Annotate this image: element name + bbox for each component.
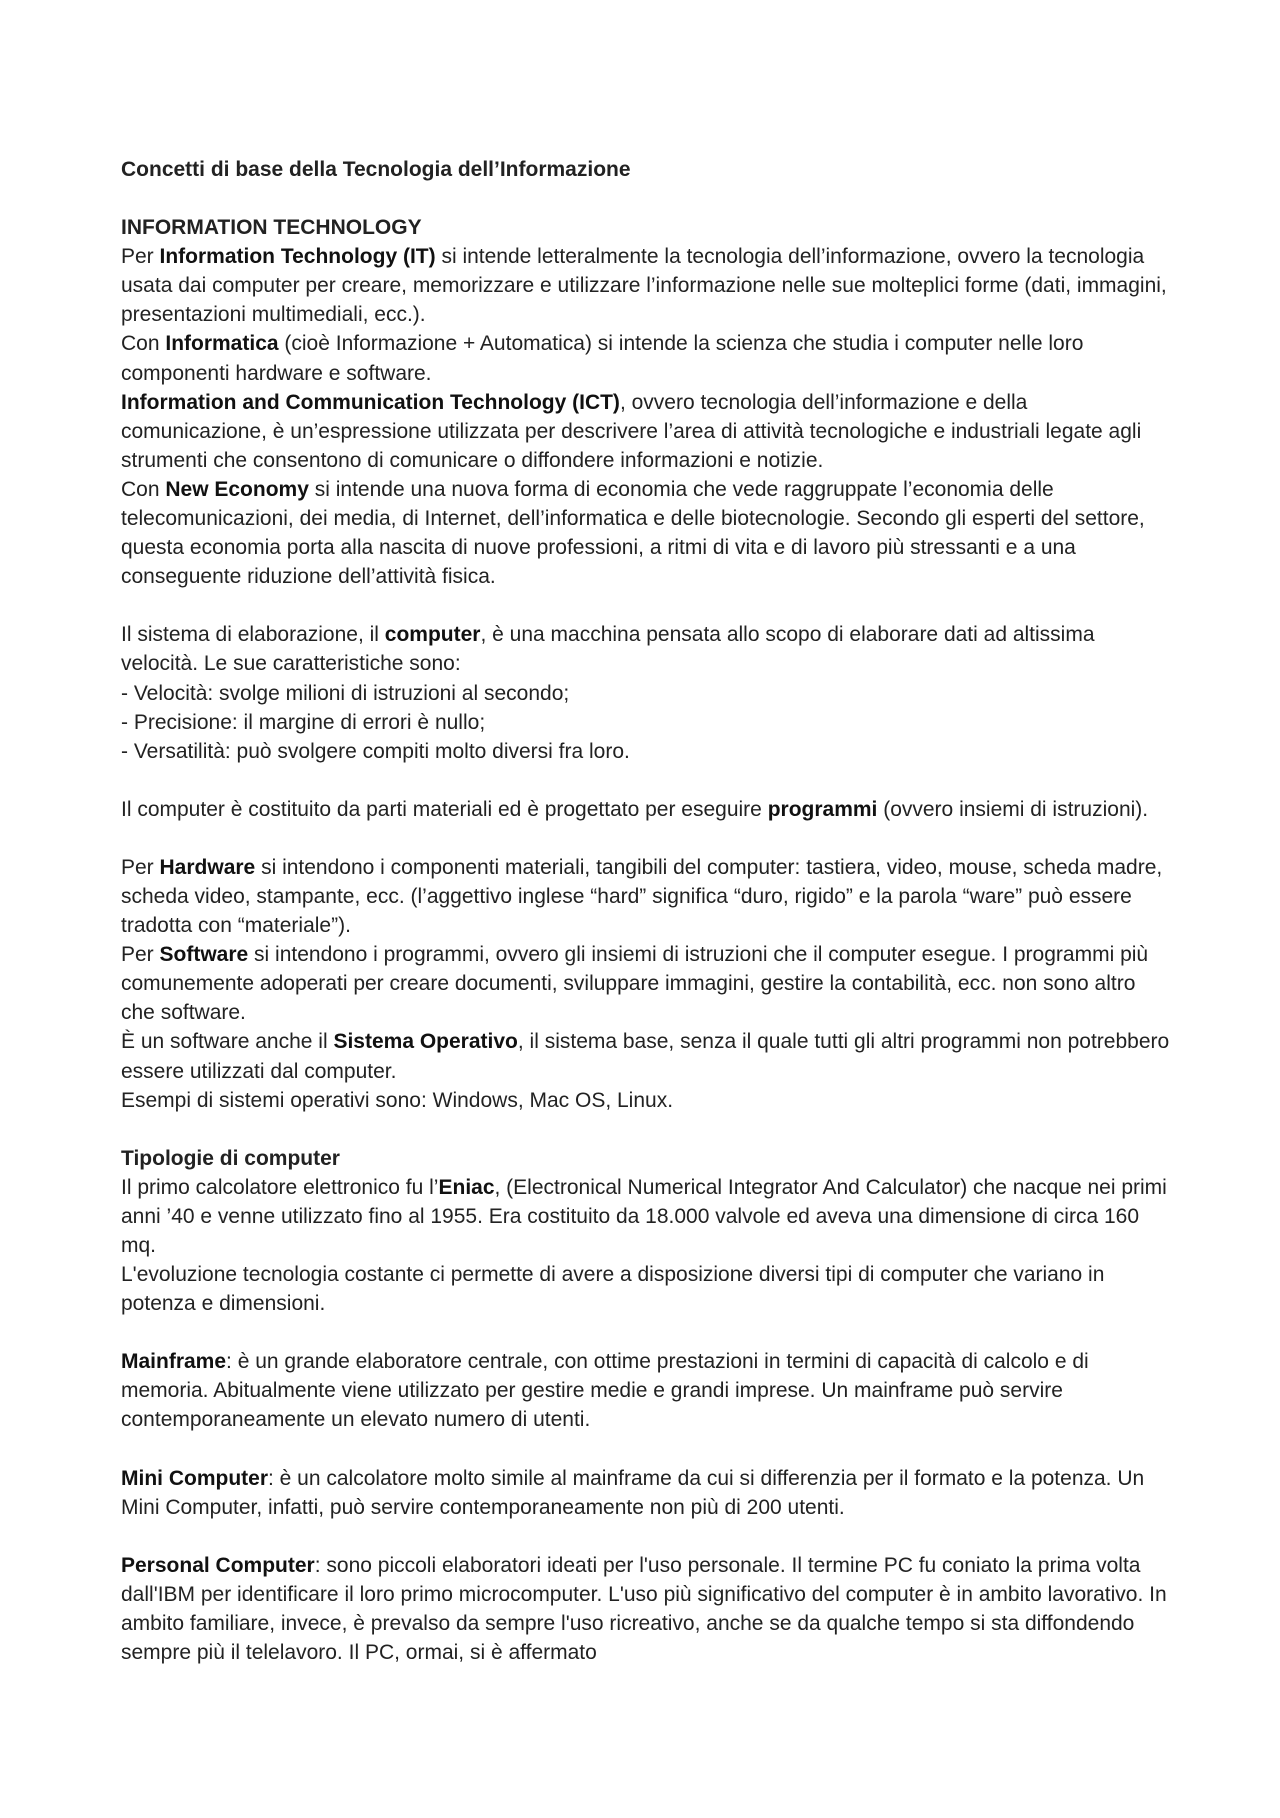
section-heading-it: INFORMATION TECHNOLOGY — [121, 216, 422, 240]
text: si intendono i componenti materiali, tangibili del computer: tastiera, video, mouse, scheda madre, scheda video, stampante, ecc. (l’aggettivo inglese “hard” significa “duro, rigido” e la parola “ware” può essere tradotta con “materiale”). — [121, 855, 1163, 938]
text: , il sistema base, senza il quale tutti gli altri programmi non potrebbero essere utilizzati dal computer. — [121, 1030, 1170, 1083]
paragraph-computer-intro — [121, 620, 1170, 678]
spacer — [121, 766, 1170, 795]
paragraph-personal-computer — [121, 1551, 1170, 1667]
text: Il sistema di elaborazione, il — [121, 623, 385, 647]
text: : è un grande elaboratore centrale, con ottime prestazioni in termini di capacità di calcolo e di memoria. Abitualmente viene utilizzato per gestire medie e grandi imprese. Un mainframe può servire contemporaneamente un elevato numero di utenti. — [121, 1350, 1089, 1432]
term-informatica: Informatica — [165, 332, 279, 356]
text: Per — [121, 943, 160, 967]
text: , è una macchina pensata allo scopo di elaborare dati ad altissima velocità. Le sue caratteristiche sono: — [121, 623, 1095, 676]
paragraph-ict — [121, 388, 1170, 475]
document-title: Concetti di base della Tecnologia dell’Informazione — [121, 158, 631, 181]
spacer — [121, 1115, 1170, 1144]
term-new-economy: New Economy — [165, 477, 309, 501]
text: Il computer è costituito da parti materiali ed è progettato per eseguire — [121, 797, 768, 821]
paragraph-new-economy — [121, 475, 1170, 591]
text: si intende letteralmente la tecnologia dell’informazione, ovvero la tecnologia usata dai computer per creare, memorizzare e utilizzare l’informazione nelle sue molteplici forme (dati, immagini, presentazioni multimediali, ecc.). — [121, 245, 1167, 327]
term-ict: Information and Communication Technology (ICT) — [121, 390, 620, 414]
paragraph-it-definition — [121, 242, 1170, 329]
text: : è un calcolatore molto simile al mainframe da cui si differenzia per il formato e la potenza. Un Mini Computer, infatti, può servire contemporaneamente non più di 200 utenti. — [121, 1466, 1145, 1519]
paragraph-sistema-operativo — [121, 1027, 1170, 1085]
paragraph-software — [121, 940, 1170, 1027]
paragraph-programmi — [121, 795, 1170, 824]
text: (cioè Informazione + Automatica) si intende la scienza che studia i computer nelle loro componenti hardware e software. — [121, 332, 1084, 385]
paragraph-mini-computer — [121, 1464, 1170, 1522]
term-sistema-operativo: Sistema Operativo — [333, 1030, 518, 1054]
text: , ovvero tecnologia dell’informazione e della comunicazione, è un’espressione utilizzata per descrivere l’area di attività tecnologiche e industriali legate agli strumenti che consentono di comunicare o diffondere informazioni e notizie. — [121, 390, 1142, 472]
text: Con — [121, 332, 166, 356]
term-personal-computer: Personal Computer — [121, 1553, 315, 1577]
paragraph-informatica — [121, 329, 1170, 387]
paragraph-hardware — [121, 853, 1170, 940]
term-computer: computer — [384, 623, 481, 647]
spacer — [121, 1522, 1170, 1551]
spacer — [121, 824, 1170, 853]
term-mainframe: Mainframe — [121, 1350, 227, 1374]
paragraph-os-examples: Esempi di sistemi operativi sono: Windows, Mac OS, Linux. — [121, 1088, 674, 1112]
paragraph-eniac — [121, 1173, 1170, 1260]
term-hardware: Hardware — [159, 855, 256, 879]
term-programmi: programmi — [767, 797, 878, 821]
text: Il primo calcolatore elettronico fu l’ — [121, 1175, 439, 1199]
section-heading-tipologie: Tipologie di computer — [121, 1146, 340, 1170]
paragraph-mainframe — [121, 1347, 1170, 1434]
list-item: - Velocità: svolge milioni di istruzioni al secondo; — [121, 681, 570, 705]
term-mini-computer: Mini Computer — [121, 1466, 268, 1490]
list-item: - Precisione: il margine di errori è nullo; — [121, 710, 486, 734]
text: Con — [121, 477, 166, 501]
text: , (Electronical Numerical Integrator And Calculator) che nacque nei primi anni ’40 e venne utilizzato fino al 1955. Era costituito da 18.000 valvole ed aveva una dimensione di circa 160 mq. — [121, 1175, 1167, 1257]
spacer — [121, 1318, 1170, 1347]
spacer — [121, 1435, 1170, 1464]
term-software: Software — [159, 943, 249, 967]
text: si intendono i programmi, ovvero gli insiemi di istruzioni che il computer esegue. I programmi più comunemente adoperati per creare documenti, sviluppare immagini, gestire la contabilità, ecc. non sono altro che software. — [121, 943, 1149, 1025]
text: (ovvero insiemi di istruzioni). — [877, 797, 1149, 821]
term-it: Information Technology (IT) — [159, 245, 436, 269]
spacer — [121, 591, 1170, 620]
text: Per — [121, 245, 160, 269]
spacer — [121, 184, 1170, 213]
text: Per — [121, 855, 160, 879]
paragraph-evoluzione: L'evoluzione tecnologia costante ci permette di avere a disposizione diversi tipi di computer che variano in potenza e dimensioni. — [121, 1263, 1105, 1316]
term-eniac: Eniac — [438, 1175, 495, 1199]
text: È un software anche il — [121, 1030, 334, 1054]
text: si intende una nuova forma di economia che vede raggruppate l’economia delle telecomunicazioni, dei media, di Internet, dell’informatica e delle biotecnologie. Secondo gli esperti del settore, questa economia porta alla nascita di nuove professioni, a ritmi di vita e di lavoro più stressanti e a una conseguente riduzione dell’attività fisica. — [121, 477, 1145, 589]
text: : sono piccoli elaboratori ideati per l'uso personale. Il termine PC fu coniato la prima volta dall'IBM per identificare il loro primo microcomputer. L'uso più significativo del computer è in ambito lavorativo. In ambito familiare, invece, è prevalso da sempre l'uso ricreativo, anche se da qualche tempo si sta diffondendo sempre più il telelavoro. Il PC, ormai, si è affermato — [121, 1553, 1167, 1665]
list-item: - Versatilità: può svolgere compiti molto diversi fra loro. — [121, 739, 630, 763]
